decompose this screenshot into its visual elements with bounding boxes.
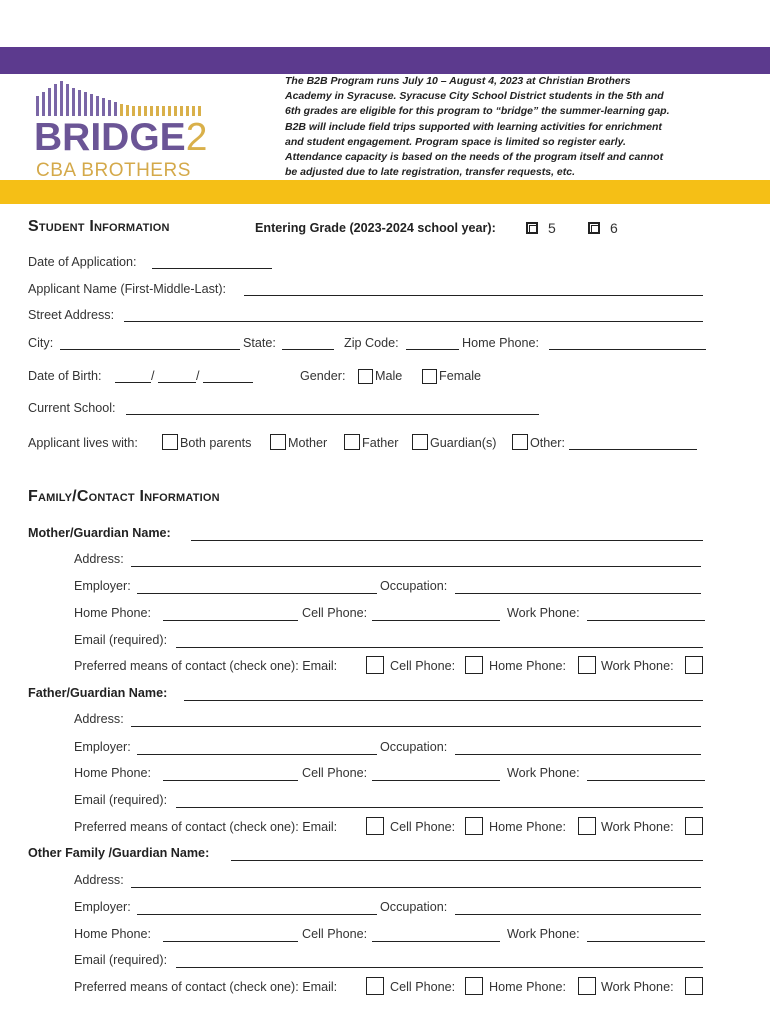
other-work-phone-label: Work Phone:	[507, 927, 580, 941]
other-employer-field[interactable]	[137, 914, 377, 915]
father-email-field[interactable]	[176, 807, 703, 808]
other-home-phone-field[interactable]	[163, 941, 298, 942]
dob-separator: /	[196, 369, 200, 383]
mother-occupation-label: Occupation:	[380, 579, 448, 593]
father-label: Father	[362, 436, 399, 450]
father-work-phone-field[interactable]	[587, 780, 705, 781]
other-cell-phone-label: Cell Phone:	[302, 927, 368, 941]
street-address-field[interactable]	[124, 321, 703, 322]
guardians-label: Guardian(s)	[430, 436, 497, 450]
mother-work-phone-field[interactable]	[587, 620, 705, 621]
father-home-phone-field[interactable]	[163, 780, 298, 781]
father-email-label: Email (required):	[74, 793, 168, 807]
mother-home-phone-label: Home Phone:	[74, 606, 152, 620]
bridge-logo	[30, 76, 220, 180]
mother-pref-email-checkbox[interactable]	[366, 656, 384, 674]
student-home-phone-label: Home Phone:	[462, 336, 540, 350]
city-field[interactable]	[60, 349, 240, 350]
grade-5-checkbox[interactable]	[526, 222, 538, 234]
dob-separator: /	[151, 369, 155, 383]
other-email-label: Email (required):	[74, 953, 168, 967]
mother-label: Mother	[288, 436, 328, 450]
zip-code-label: Zip Code:	[344, 336, 399, 350]
other-pref-cell-checkbox[interactable]	[465, 977, 483, 995]
other-occupation-field[interactable]	[455, 914, 701, 915]
other-label: Other:	[530, 436, 565, 450]
other-pref-email-checkbox[interactable]	[366, 977, 384, 995]
male-checkbox[interactable]	[358, 369, 373, 384]
father-guardian-name-label: Father/Guardian Name:	[28, 686, 168, 700]
student-home-phone-field[interactable]	[549, 349, 706, 350]
grade-5-label: 5	[548, 220, 556, 236]
father-pref-cell-label: Cell Phone:	[390, 820, 456, 834]
father-cell-phone-field[interactable]	[372, 780, 500, 781]
both-parents-label: Both parents	[180, 436, 252, 450]
father-checkbox[interactable]	[344, 434, 360, 450]
other-occupation-label: Occupation:	[380, 900, 448, 914]
mother-email-field[interactable]	[176, 647, 703, 648]
other-employer-label: Employer:	[74, 900, 131, 914]
date-of-application-field[interactable]	[152, 268, 272, 269]
mother-pref-home-label: Home Phone:	[489, 659, 567, 673]
other-pref-home-checkbox[interactable]	[578, 977, 596, 995]
father-preferred-contact-label: Preferred means of contact (check one): Email:	[74, 820, 338, 834]
other-pref-cell-label: Cell Phone:	[390, 980, 456, 994]
intro-line: Attendance capacity is based on the needs of the program itself and cannot	[285, 151, 664, 164]
other-work-phone-field[interactable]	[587, 941, 705, 942]
mother-guardian-name-field[interactable]	[191, 540, 703, 541]
grade-6-checkbox[interactable]	[588, 222, 600, 234]
father-pref-work-label: Work Phone:	[601, 820, 674, 834]
state-label: State:	[243, 336, 276, 350]
mother-address-field[interactable]	[131, 566, 701, 567]
intro-line: be adjusted due to late registration, transfer requests, etc.	[285, 166, 575, 179]
other-guardian-name-label: Other Family /Guardian Name:	[28, 846, 210, 860]
dob-day-field[interactable]	[158, 382, 196, 383]
mother-cell-phone-field[interactable]	[372, 620, 500, 621]
other-address-field[interactable]	[131, 887, 701, 888]
intro-line: and student engagement. Program space is limited so register early.	[285, 135, 626, 148]
father-pref-home-label: Home Phone:	[489, 820, 567, 834]
date-of-application-label: Date of Application:	[28, 255, 137, 269]
program-description	[285, 74, 675, 180]
other-pref-work-label: Work Phone:	[601, 980, 674, 994]
mother-email-label: Email (required):	[74, 633, 168, 647]
intro-line: Academy in Syracuse. Syracuse City School District students in the 5th and	[285, 90, 664, 103]
father-pref-work-checkbox[interactable]	[685, 817, 703, 835]
other-field[interactable]	[569, 449, 697, 450]
father-home-phone-label: Home Phone:	[74, 766, 152, 780]
header-purple-bar	[0, 47, 770, 74]
header-gold-bar	[0, 180, 770, 204]
father-cell-phone-label: Cell Phone:	[302, 766, 368, 780]
zip-code-field[interactable]	[406, 349, 459, 350]
dob-month-field[interactable]	[115, 382, 151, 383]
logo-bars-graphic	[34, 78, 214, 118]
intro-line: The B2B Program runs July 10 – August 4, 2023 at Christian Brothers	[285, 75, 631, 87]
male-label: Male	[375, 369, 403, 383]
student-info-heading: Student Information	[28, 218, 170, 235]
other-home-phone-label: Home Phone:	[74, 927, 152, 941]
entering-grade-label: Entering Grade (2023-2024 school year):	[255, 221, 496, 235]
gender-label: Gender:	[300, 369, 346, 383]
both-parents-checkbox[interactable]	[162, 434, 178, 450]
other-email-field[interactable]	[176, 967, 703, 968]
other-pref-work-checkbox[interactable]	[685, 977, 703, 995]
mother-address-label: Address:	[74, 552, 124, 566]
other-cell-phone-field[interactable]	[372, 941, 500, 942]
applicant-name-field[interactable]	[244, 295, 703, 296]
father-employer-field[interactable]	[137, 754, 377, 755]
mother-preferred-contact-label: Preferred means of contact (check one): Email:	[74, 659, 338, 673]
state-field[interactable]	[282, 349, 334, 350]
intro-line: 6th grades are eligible for this program to “bridge” the summer-learning gap.	[285, 105, 670, 118]
mother-pref-cell-label: Cell Phone:	[390, 659, 456, 673]
date-of-birth-label: Date of Birth:	[28, 369, 102, 383]
other-checkbox[interactable]	[512, 434, 528, 450]
mother-pref-home-checkbox[interactable]	[578, 656, 596, 674]
father-pref-email-checkbox[interactable]	[366, 817, 384, 835]
father-work-phone-label: Work Phone:	[507, 766, 580, 780]
logo-wordmark: BRIDGE2	[34, 116, 208, 159]
mother-pref-work-label: Work Phone:	[601, 659, 674, 673]
current-school-label: Current School:	[28, 401, 116, 415]
father-pref-home-checkbox[interactable]	[578, 817, 596, 835]
female-checkbox[interactable]	[422, 369, 437, 384]
father-occupation-field[interactable]	[455, 754, 701, 755]
mother-checkbox[interactable]	[270, 434, 286, 450]
other-preferred-contact-label: Preferred means of contact (check one): Email:	[74, 980, 338, 994]
father-pref-cell-checkbox[interactable]	[465, 817, 483, 835]
street-address-label: Street Address:	[28, 308, 115, 322]
mother-pref-cell-checkbox[interactable]	[465, 656, 483, 674]
father-guardian-name-field[interactable]	[184, 700, 703, 701]
mother-work-phone-label: Work Phone:	[507, 606, 580, 620]
mother-employer-label: Employer:	[74, 579, 131, 593]
father-address-field[interactable]	[131, 726, 701, 727]
other-guardian-name-field[interactable]	[231, 860, 703, 861]
other-address-label: Address:	[74, 873, 124, 887]
mother-employer-field[interactable]	[137, 593, 377, 594]
mother-occupation-field[interactable]	[455, 593, 701, 594]
city-label: City:	[28, 336, 54, 350]
guardians-checkbox[interactable]	[412, 434, 428, 450]
mother-cell-phone-label: Cell Phone:	[302, 606, 368, 620]
applicant-name-label: Applicant Name (First-Middle-Last):	[28, 282, 227, 296]
intro-line: B2B will include field trips supported with learning activities for enrichment	[285, 120, 662, 133]
father-employer-label: Employer:	[74, 740, 131, 754]
grade-6-label: 6	[610, 220, 618, 236]
father-address-label: Address:	[74, 712, 124, 726]
mother-pref-work-checkbox[interactable]	[685, 656, 703, 674]
logo-subtitle: CBA BROTHERS	[36, 160, 191, 180]
other-pref-home-label: Home Phone:	[489, 980, 567, 994]
family-info-heading: Family/Contact Information	[28, 488, 220, 505]
female-label: Female	[439, 369, 481, 383]
father-occupation-label: Occupation:	[380, 740, 448, 754]
mother-home-phone-field[interactable]	[163, 620, 298, 621]
lives-with-label: Applicant lives with:	[28, 436, 138, 450]
mother-guardian-name-label: Mother/Guardian Name:	[28, 526, 171, 540]
dob-year-field[interactable]	[203, 382, 253, 383]
current-school-field[interactable]	[126, 414, 539, 415]
